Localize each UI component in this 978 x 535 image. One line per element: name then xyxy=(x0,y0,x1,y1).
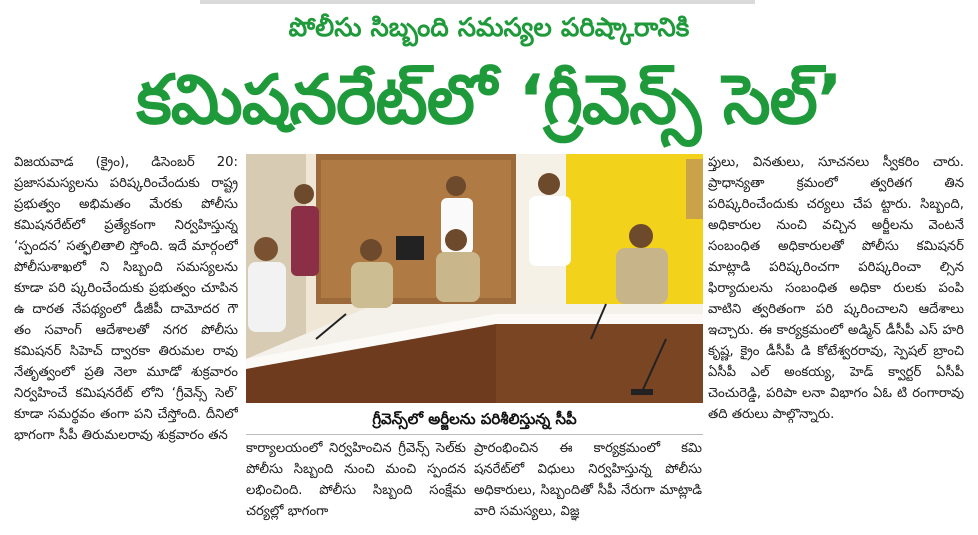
article-text: ప్రారంభించిన ఈ కార్యక్రమంలో కమి షనరేట్‌లో విధులు నిర్వహిస్తున్న పోలీసు అధికారులు, సిబ్బందితో సీపీ నేరుగా మాట్లాడి వారి సమస్యలు, విజ్ఞ xyxy=(474,441,702,519)
article-text: కార్యాలయంలో నిర్వహించిన గ్రీవెన్స్ సెల్‌కు పోలీసు సిబ్బంది నుంచి మంచి స్పందన లభించింది. పోలీసు సిబ్బంది సంక్షేమ చర్యల్లో భాగంగా xyxy=(246,441,466,519)
meeting-photo-illustration xyxy=(246,154,703,403)
article-column-1 xyxy=(14,152,238,527)
caption-divider xyxy=(246,434,703,435)
top-rule xyxy=(200,0,755,4)
photo-caption: గ్రీవెన్స్‌లో అర్జీలను పరిశీలిస్తున్న సీపీ xyxy=(372,410,577,428)
article-column-4 xyxy=(708,152,964,527)
article-text: ప్తులు, వినతులు, సూచనలు స్వీకరిం చారు. ప్రాధాన్యతా క్రమంలో త్వరితగ తిన పరిష్కరించేందుకు చర్యలు చేప ట్టారు. సిబ్బంది, అధికారుల నుంచి వచ్చిన అర్జీలను వెంటనే సంబంధిత అధికారులతో పోలీసు కమిషనర్ మాట్లాడి పరిష్కరించగా పరిష్కరించా ల్సిన ఫిర్యాదులను సంబంధిత అధికా రులకు పంపి వాటిని త్వరితంగా పరి ష్కరించాలని ఆదేశాలు ఇచ్చారు. ఈ కార్యక్రమంలో అడ్మిన్ డీసీపీ ఎస్ హరి కృష్ణ, క్రైం డీసీపీ డి కోటేశ్వరరావు, స్పెషల్ బ్రాంచి ఏసీపీ ఎల్ అంకయ్య, హెడ్ క్వార్టర్ ఏసీపీ చెంచురెడ్డి, పరిపా లనా విభాగం ఏఓ టి రంగారావు తది తరులు పాల్గొన్నారు. xyxy=(708,155,964,422)
news-photo xyxy=(246,154,703,403)
kicker-heading: పోలీసు సిబ్బంది సమస్యల పరిష్కారానికి xyxy=(288,13,690,43)
article-text: విజయవాడ (క్రైం), డిసెంబర్ 20: ప్రజాసమస్యలను పరిష్కరించేందుకు రాష్ట్ర ప్రభుత్వం అభిమతం మేరకు పోలీసు కమిషనరేట్‌లో ప్రత్యేకంగా నిర్వహిస్తున్న ‘స్పందన’ సత్ఫలితాలి స్తోంది. ఇదే మార్గంలో పోలీసుశాఖలో ని సిబ్బంది సమస్యలను కూడా పరి ష్కరించేందుకు ప్రభుత్వం చూపిన ఉ దారత నేపథ్యంలో డీజీపీ దామోదర గౌ తం సవాంగ్ ఆదేశాలతో నగర పోలీసు కమిషనర్ సిహెచ్ ద్వారకా తిరుమల రావు నేతృత్వంలో ప్రతి నెలా మూడో శుక్రవారం నిర్వహించే కమిషనరేట్ లోని ‘గ్రీవెన్స్ సెల్’ కూడా సమర్థవం తంగా పని చేస్తోంది. దీనిలో భాగంగా సీపీ తిరుమలరావు శుక్రవారం తన xyxy=(14,155,238,443)
article-column-3 xyxy=(474,438,702,528)
article-column-2 xyxy=(246,438,466,528)
headline: కమిషనరేట్‌లో ‘గ్రీవెన్స్ సెల్’ xyxy=(136,61,842,140)
